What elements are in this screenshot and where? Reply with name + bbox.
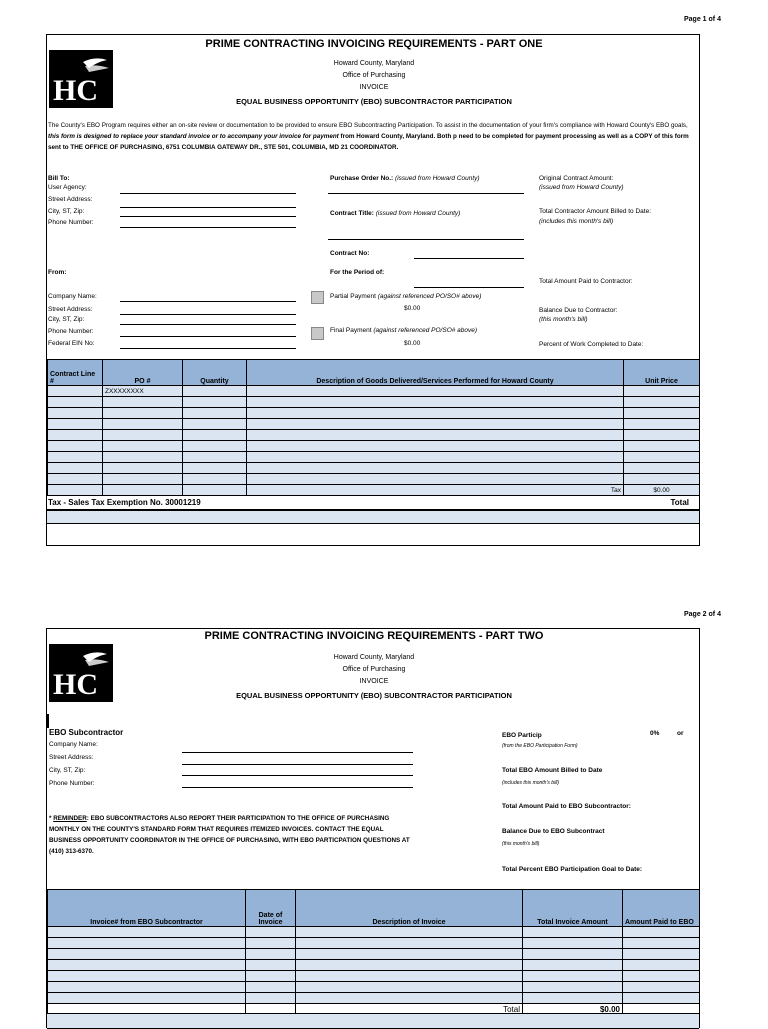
user-agency-field[interactable] (120, 193, 296, 194)
sub-city-label: City, ST, Zip: (49, 767, 86, 774)
final-payment-checkbox[interactable] (311, 327, 324, 340)
ebo-participation-value: 0% (650, 730, 660, 737)
ebo-heading: EQUAL BUSINESS OPPORTUNITY (EBO) SUBCONTRACTOR PARTICIPATION (236, 97, 512, 106)
sub-street-label: Street Address: (49, 754, 94, 761)
invoice-heading: INVOICE (359, 678, 389, 685)
sub-invoice-table (47, 889, 700, 1015)
col-po: PO # (103, 360, 183, 386)
contract-title-label: Contract Title: (issued from Howard County) (330, 210, 461, 217)
bill-city-field[interactable] (120, 216, 296, 217)
po-cell[interactable]: ZXXXXXXXX (103, 386, 183, 397)
office-name: Office of Purchasing (342, 666, 406, 673)
col-total-invoice-amount: Total Invoice Amount (523, 890, 623, 927)
user-agency-label: User Agency: (48, 184, 87, 191)
ebo-sub-heading: EBO Subcontractor (49, 728, 124, 737)
table-row[interactable] (48, 463, 700, 474)
balance-due-sub-note: (this month's bill) (502, 841, 540, 847)
county-name: Howard County, Maryland (333, 60, 415, 67)
from-company-field[interactable] (120, 301, 296, 302)
page-number: Page 1 of 4 (684, 16, 721, 23)
table-row[interactable] (48, 386, 700, 397)
from-phone-field[interactable] (120, 336, 296, 337)
col-description: Description of Invoice (296, 890, 523, 927)
office-name: Office of Purchasing (342, 72, 406, 79)
percent-goal-label: Total Percent EBO Participation Goal to Date: (502, 866, 643, 873)
sub-company-field[interactable] (182, 752, 413, 753)
final-payment-label: Final Payment (against referenced PO/SO# above) (330, 327, 478, 334)
exemption-row (47, 497, 699, 510)
table-row[interactable] (48, 993, 700, 1004)
bill-to-heading: Bill To: (48, 175, 70, 182)
partial-payment-checkbox[interactable] (311, 291, 324, 304)
intro-paragraph: The County's EBO Program requires either an on-site review or documentation to be provided to ensure EBO Subcontracting Participation. To assist in the documentation of your firm's compliance with Howard County's EBO goals, this form is designed to replace your standard invoice or to accompany your invoice for payment from Howard County, Maryland. Both p need to be completed for payment processing as well as a COPY of this form sent to THE OFFICE OF PURCHASING, 6751 COLUMBIA GATEWAY DR., STE 501, COLUMBIA, MD 21 COORDINATOR. (48, 122, 689, 151)
tax-label: Tax (247, 485, 624, 496)
col-date-of-invoice: Date of Invoice (246, 890, 296, 927)
total-band (47, 510, 699, 524)
sub-city-field[interactable] (182, 775, 413, 776)
original-amount-note: (issued from Howard County) (539, 184, 624, 191)
partial-payment-label: Partial Payment (against referenced PO/SO# above) (330, 293, 482, 300)
page-title: PRIME CONTRACTING INVOICING REQUIREMENTS - PART TWO (204, 630, 544, 642)
partial-payment-amount: $0.00 (404, 305, 421, 312)
from-company-label: Company Name: (48, 293, 97, 300)
total-billed-note: (includes this month's bill) (539, 218, 614, 225)
table-row[interactable] (48, 430, 700, 441)
line-items-table (47, 359, 700, 496)
ebo-heading: EQUAL BUSINESS OPPORTUNITY (EBO) SUBCONTRACTOR PARTICIPATION (236, 691, 512, 700)
table-row[interactable] (48, 982, 700, 993)
total-label: Total (670, 498, 689, 507)
po-number-field[interactable] (328, 193, 524, 194)
original-amount-label: Original Contract Amount: (539, 175, 614, 182)
from-ein-label: Federal EIN No: (48, 340, 95, 347)
contract-no-field[interactable] (414, 258, 524, 259)
page-number: Page 2 of 4 (684, 611, 721, 618)
period-label: For the Period of: (330, 269, 385, 276)
col-description: Description of Goods Delivered/Services Performed for Howard County (247, 360, 624, 386)
logo-monogram: HC (53, 74, 98, 107)
col-unit-price: Unit Price (624, 360, 700, 386)
invoice-heading: INVOICE (359, 84, 389, 91)
total-value: $0.00 (523, 1004, 623, 1015)
balance-due-label: Balance Due to Contractor: (539, 307, 618, 314)
total-label: Total (296, 1004, 523, 1015)
col-amount-paid: Amount Paid to EBO (623, 890, 700, 927)
balance-due-note: (this month's bill) (539, 316, 588, 323)
reminder-note: * REMINDER: EBO SUBCONTRACTORS ALSO REPORT THEIR PARTICIPATION TO THE OFFICE OF PURCHASING MONTHLY ON THE COUNTY'S STANDARD FORM THAT REQUIRES ITEMIZED INVOICES. CONTACT THE EQUAL BUSINESS OPPORTUNITY COORDINATOR IN THE OFFICE OF PURCHASING, WITH EBO PARTICPATION QUESTIONS AT (410) 313-6370. (49, 815, 410, 855)
total-paid-sub-label: Total Amount Paid to EBO Subcontractor: (502, 803, 631, 810)
from-city-label: City, ST, Zip: (48, 316, 85, 323)
po-number-label: Purchase Order No.: (issued from Howard County) (330, 175, 480, 182)
from-city-field[interactable] (120, 324, 296, 325)
bill-street-label: Street Address: (48, 196, 93, 203)
sub-company-label: Company Name: (49, 741, 98, 748)
col-contract-line: Contract Line # (48, 360, 103, 386)
table-row[interactable] (48, 949, 700, 960)
ebo-participation-or: or (677, 730, 684, 737)
total-billed-label: Total Contractor Amount Billed to Date: (539, 208, 652, 215)
ebo-participation-note: (from the EBO Participation Form) (502, 743, 578, 749)
from-phone-label: Phone Number: (48, 328, 94, 335)
table-row[interactable] (48, 960, 700, 971)
from-street-label: Street Address: (48, 306, 93, 313)
table-row[interactable] (48, 419, 700, 430)
from-street-field[interactable] (120, 314, 296, 315)
percent-complete-label: Percent of Work Completed to Date: (539, 341, 644, 348)
period-field[interactable] (414, 287, 524, 288)
bill-city-label: City, ST, Zip: (48, 208, 85, 215)
total-ebo-billed-label: Total EBO Amount Billed to Date (502, 767, 603, 774)
county-name: Howard County, Maryland (333, 654, 415, 661)
logo-monogram: HC (53, 668, 98, 701)
contract-title-field[interactable] (328, 239, 524, 240)
sub-phone-field[interactable] (182, 787, 413, 788)
table-row[interactable] (48, 927, 700, 938)
sub-phone-label: Phone Number: (49, 780, 95, 787)
table-row[interactable] (48, 474, 700, 485)
tax-exemption: Tax - Sales Tax Exemption No. 30001219 (48, 498, 201, 507)
tax-value: $0.00 (624, 485, 700, 496)
total-paid-label: Total Amount Paid to Contractor: (539, 278, 633, 285)
sub-street-field[interactable] (182, 764, 413, 765)
page-title: PRIME CONTRACTING INVOICING REQUIREMENTS - PART ONE (205, 38, 543, 50)
col-quantity: Quantity (183, 360, 247, 386)
bill-phone-label: Phone Number: (48, 219, 94, 226)
table-row[interactable] (48, 397, 700, 408)
table-row[interactable] (48, 971, 700, 982)
final-payment-amount: $0.00 (404, 340, 421, 347)
table-row[interactable] (48, 938, 700, 949)
balance-due-sub-label: Balance Due to EBO Subcontract (502, 828, 605, 835)
contract-no-label: Contract No: (330, 250, 370, 257)
ebo-participation-label: EBO Particip (502, 732, 542, 739)
bill-street-field[interactable] (120, 207, 296, 208)
table-row[interactable] (48, 441, 700, 452)
invoice-page-two (46, 628, 700, 1028)
total-ebo-billed-note: (includes this month's bill) (502, 780, 560, 786)
invoice-page-one (46, 34, 700, 546)
col-invoice-number: Invoice# from EBO Subcontractor (48, 890, 246, 927)
tax-row (48, 485, 700, 496)
total-band (47, 1013, 699, 1029)
table-row[interactable] (48, 452, 700, 463)
from-ein-field[interactable] (120, 348, 296, 349)
from-heading: From: (48, 269, 67, 276)
bill-phone-field[interactable] (120, 227, 296, 228)
table-row[interactable] (48, 408, 700, 419)
